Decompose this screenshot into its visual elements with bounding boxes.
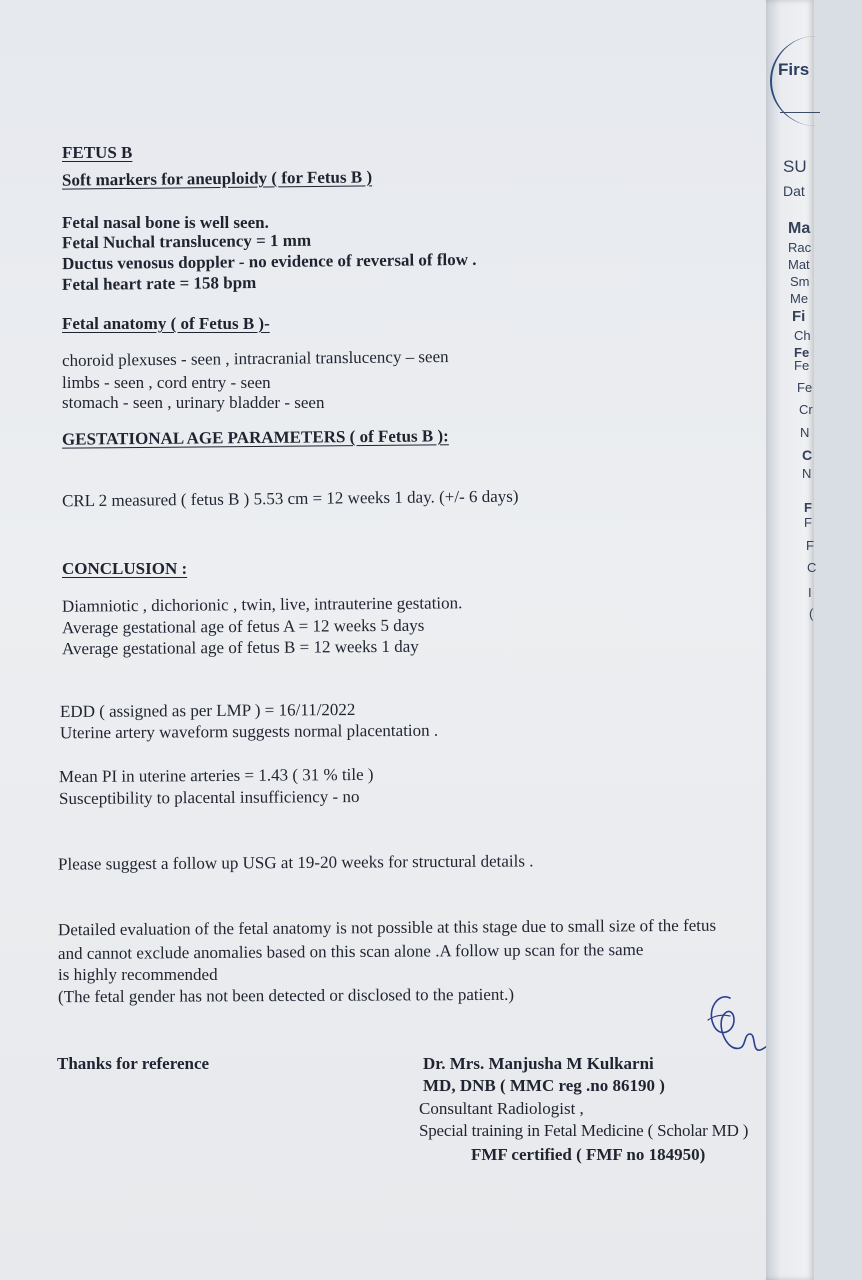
doctor-degrees: MD, DNB ( MMC reg .no 86190 ) (423, 1076, 665, 1095)
follow-up-line: Please suggest a follow up USG at 19-20 weeks for structural details . (57, 851, 534, 874)
adjacent-page-edge (766, 0, 817, 1280)
nuchal-translucency-line: Fetal Nuchal translucency = 1 mm (61, 230, 312, 253)
conclusion-line: Average gestational age of fetus A = 12 weeks 5 days (61, 615, 425, 638)
conclusion-line: Diamniotic , dichorionic , twin, live, intrauterine gestation. (61, 593, 463, 616)
conclusion-heading: CONCLUSION : (62, 559, 188, 578)
fetal-anatomy-heading: Fetal anatomy ( of Fetus B )- (62, 314, 270, 333)
soft-markers-heading: Soft markers for aneuploidy ( for Fetus B ) (61, 167, 373, 190)
side-fragment: Firs (778, 60, 810, 79)
side-fragment: N (800, 425, 810, 440)
side-fragment: Rac (788, 240, 812, 255)
side-fragment: Dat (783, 183, 805, 199)
side-fragment: Ch (794, 328, 811, 343)
detailed-evaluation-line: and cannot exclude anomalies based on this scan alone .A follow up scan for the same (57, 939, 644, 964)
anatomy-line: limbs - seen , cord entry - seen (62, 373, 271, 392)
fmf-certification: FMF certified ( FMF no 184950) (471, 1145, 706, 1164)
detailed-evaluation-line: Detailed evaluation of the fetal anatomy is not possible at this stage due to small size of the fetus (57, 915, 717, 940)
fetus-b-heading: FETUS B (62, 143, 133, 162)
side-fragment: Cr (799, 402, 813, 417)
mean-pi-line: Mean PI in uterine arteries = 1.43 ( 31 % tile ) (58, 764, 374, 787)
nasal-bone-line: Fetal nasal bone is well seen. (62, 213, 269, 232)
heart-rate-line: Fetal heart rate = 158 bpm (61, 272, 257, 295)
side-fragment: Fe (797, 380, 813, 395)
doctor-role: Consultant Radiologist , (419, 1099, 584, 1118)
side-fragment: I (808, 585, 812, 600)
side-fragment: SU (783, 157, 807, 176)
conclusion-line: Average gestational age of fetus B = 12 weeks 1 day (61, 636, 419, 659)
side-fragment: Mat (788, 257, 810, 272)
doctor-name: Dr. Mrs. Manjusha M Kulkarni (423, 1054, 654, 1073)
doctor-training: Special training in Fetal Medicine ( Scholar MD ) (419, 1121, 749, 1140)
edd-line: EDD ( assigned as per LMP ) = 16/11/2022 (59, 699, 356, 722)
uterine-artery-line: Uterine artery waveform suggests normal placentation . (59, 720, 439, 743)
side-fragment: C (807, 560, 817, 575)
side-fragment: F (806, 538, 814, 553)
divider (780, 112, 820, 113)
side-fragment: Me (790, 291, 809, 306)
anatomy-line: stomach - seen , urinary bladder - seen (62, 393, 325, 412)
side-fragment: Fe (794, 345, 810, 360)
side-fragment: C (802, 447, 813, 463)
susceptibility-line: Susceptibility to placental insufficiency - no (58, 786, 360, 809)
crl-line: CRL 2 measured ( fetus B ) 5.53 cm = 12 weeks 1 day. (+/- 6 days) (61, 486, 519, 511)
anatomy-line: choroid plexuses - seen , intracranial translucency – seen (61, 346, 449, 371)
side-fragment: Fi (792, 308, 806, 325)
gestational-age-heading: GESTATIONAL AGE PARAMETERS ( of Fetus B ): (61, 426, 449, 449)
thanks-for-reference: Thanks for reference (57, 1054, 210, 1073)
side-fragment: Sm (790, 274, 810, 289)
side-fragment: Fe (794, 358, 810, 373)
ductus-venosus-line: Ductus venosus doppler - no evidence of reversal of flow . (61, 249, 477, 274)
side-fragment: ( (809, 606, 814, 621)
side-fragment: F (804, 500, 812, 515)
gender-disclaimer-line: (The fetal gender has not been detected or disclosed to the patient.) (57, 984, 515, 1007)
detailed-evaluation-line: is highly recommended (58, 965, 218, 984)
side-fragment: Ma (788, 220, 811, 237)
side-fragment: N (802, 466, 812, 481)
side-fragment: F (804, 515, 812, 530)
